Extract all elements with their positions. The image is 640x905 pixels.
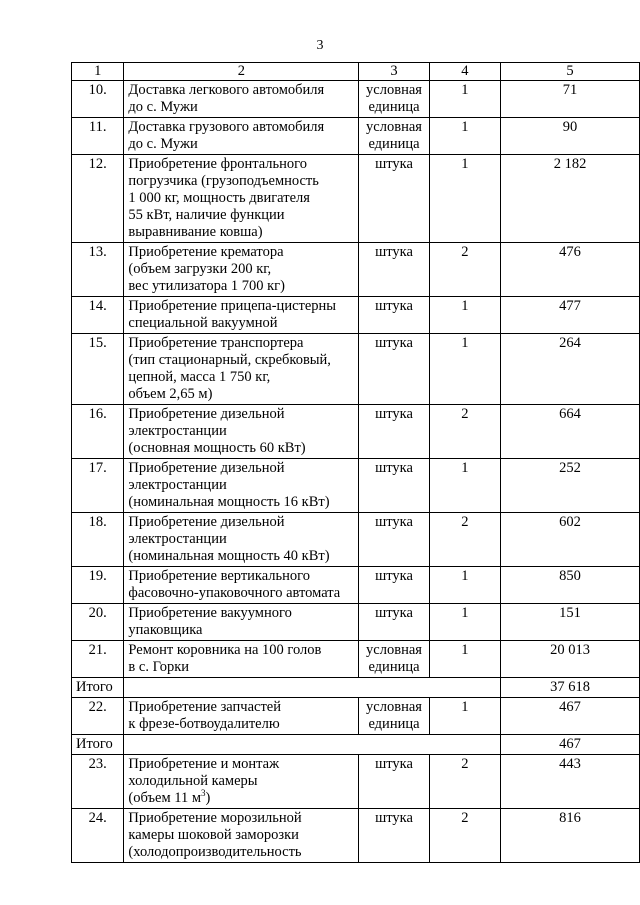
table-row — [72, 243, 640, 297]
description-line: вес утилизатора 1 700 кг) — [128, 278, 285, 294]
row-value: 90 — [501, 118, 640, 155]
row-quantity: 1 — [429, 118, 500, 155]
row-value: 816 — [501, 809, 640, 863]
description-line: объем 2,65 м) — [128, 386, 213, 402]
unit-line: штука — [375, 514, 413, 530]
header-col-4: 4 — [429, 63, 500, 81]
unit-line: штука — [375, 460, 413, 476]
row-number: 17. — [72, 459, 124, 513]
row-description — [124, 604, 359, 641]
description-line: камеры шоковой заморозки — [128, 827, 299, 843]
table-row — [72, 118, 640, 155]
unit-line: штука — [375, 156, 413, 172]
description-line: Приобретение вертикального — [128, 568, 311, 584]
row-description — [124, 297, 359, 334]
row-unit — [359, 405, 430, 459]
table-row — [72, 513, 640, 567]
row-description — [124, 155, 359, 243]
row-description — [124, 459, 359, 513]
description-line: холодильной камеры — [128, 773, 258, 789]
total-value: 467 — [501, 735, 640, 755]
row-number: 14. — [72, 297, 124, 334]
header-col-2: 2 — [124, 63, 359, 81]
description-line: 1 000 кг, мощность двигателя — [128, 190, 310, 206]
row-number: 16. — [72, 405, 124, 459]
row-value: 264 — [501, 334, 640, 405]
row-quantity: 1 — [429, 81, 500, 118]
description-line: до с. Мужи — [128, 99, 198, 115]
row-value: 71 — [501, 81, 640, 118]
row-quantity: 1 — [429, 459, 500, 513]
row-quantity: 1 — [429, 641, 500, 678]
budget-table — [71, 62, 640, 863]
unit-line: условная — [366, 699, 422, 715]
description-line: Приобретение крематора — [128, 244, 284, 260]
row-number: 19. — [72, 567, 124, 604]
total-label: Итого — [72, 735, 124, 755]
unit-line: штука — [375, 568, 413, 584]
unit-line: штука — [375, 605, 413, 621]
total-row — [72, 735, 640, 755]
total-value: 37 618 — [501, 678, 640, 698]
table-header-row — [72, 63, 640, 81]
table-row — [72, 698, 640, 735]
table-row — [72, 809, 640, 863]
row-unit — [359, 567, 430, 604]
row-number: 22. — [72, 698, 124, 735]
row-number: 10. — [72, 81, 124, 118]
description-line: погрузчика (грузоподъемность — [128, 173, 319, 189]
description-line: фасовочно-упаковочного автомата — [128, 585, 341, 601]
description-line: до с. Мужи — [128, 136, 198, 152]
total-spacer — [124, 678, 501, 698]
description-line: Доставка грузового автомобиля — [128, 119, 325, 135]
table-row — [72, 81, 640, 118]
unit-line: единица — [368, 716, 420, 732]
row-value: 151 — [501, 604, 640, 641]
total-spacer — [124, 735, 501, 755]
description-line: (холодопроизводительность — [128, 844, 302, 860]
row-value: 467 — [501, 698, 640, 735]
row-quantity: 1 — [429, 604, 500, 641]
unit-line: условная — [366, 642, 422, 658]
row-unit — [359, 297, 430, 334]
unit-line: условная — [366, 82, 422, 98]
row-quantity: 1 — [429, 334, 500, 405]
row-quantity: 2 — [429, 405, 500, 459]
unit-line: единица — [368, 99, 420, 115]
row-description — [124, 405, 359, 459]
row-quantity: 2 — [429, 243, 500, 297]
unit-line: штука — [375, 756, 413, 772]
description-line: Приобретение и монтаж — [128, 756, 280, 772]
table-row — [72, 155, 640, 243]
table-row — [72, 641, 640, 678]
row-unit — [359, 243, 430, 297]
row-unit — [359, 334, 430, 405]
description-line: специальной вакуумной — [128, 315, 278, 331]
description-line: (основная мощность 60 кВт) — [128, 440, 306, 456]
unit-line: штука — [375, 298, 413, 314]
row-unit — [359, 641, 430, 678]
row-description — [124, 81, 359, 118]
header-col-3: 3 — [359, 63, 430, 81]
description-line: (номинальная мощность 40 кВт) — [128, 548, 330, 564]
total-label: Итого — [72, 678, 124, 698]
description-line: Приобретение фронтального — [128, 156, 307, 172]
row-description — [124, 513, 359, 567]
row-description — [124, 809, 359, 863]
table-row — [72, 297, 640, 334]
row-unit — [359, 698, 430, 735]
description-line: Приобретение дизельной — [128, 460, 285, 476]
table-row — [72, 567, 640, 604]
unit-line: штука — [375, 335, 413, 351]
description-line: (номинальная мощность 16 кВт) — [128, 494, 330, 510]
description-line: 55 кВт, наличие функции — [128, 207, 285, 223]
description-line: (объем загрузки 200 кг, — [128, 261, 272, 277]
row-unit — [359, 809, 430, 863]
total-row — [72, 678, 640, 698]
table-row — [72, 604, 640, 641]
row-quantity: 1 — [429, 698, 500, 735]
row-description — [124, 755, 359, 809]
row-unit — [359, 604, 430, 641]
table-row — [72, 459, 640, 513]
row-unit — [359, 155, 430, 243]
row-number: 24. — [72, 809, 124, 863]
description-line: Приобретение прицепа-цистерны — [128, 298, 337, 314]
row-unit — [359, 459, 430, 513]
row-unit — [359, 755, 430, 809]
row-description — [124, 118, 359, 155]
description-line: электростанции — [128, 423, 227, 439]
row-quantity: 2 — [429, 755, 500, 809]
row-number: 23. — [72, 755, 124, 809]
description-line: (тип стационарный, скребковый, — [128, 352, 331, 368]
row-quantity: 1 — [429, 155, 500, 243]
table-row — [72, 405, 640, 459]
row-number: 20. — [72, 604, 124, 641]
description-line: Приобретение запчастей — [128, 699, 281, 715]
unit-line: штука — [375, 810, 413, 826]
row-value: 2 182 — [501, 155, 640, 243]
row-description — [124, 567, 359, 604]
row-quantity: 1 — [429, 297, 500, 334]
row-value: 20 013 — [501, 641, 640, 678]
description-line: упаковщика — [128, 622, 203, 638]
row-unit — [359, 513, 430, 567]
row-value: 477 — [501, 297, 640, 334]
row-value: 252 — [501, 459, 640, 513]
row-value: 850 — [501, 567, 640, 604]
volume-line: (объем 11 $м^3$) — [128, 788, 211, 806]
row-number: 13. — [72, 243, 124, 297]
description-line: выравнивание ковша) — [128, 224, 263, 240]
row-quantity: 1 — [429, 567, 500, 604]
description-line: Доставка легкового автомобиля — [128, 82, 325, 98]
description-line: к фрезе-ботвоудалителю — [128, 716, 280, 732]
row-number: 18. — [72, 513, 124, 567]
description-line: Приобретение транспортера — [128, 335, 304, 351]
unit-line: условная — [366, 119, 422, 135]
superscript: 3 — [201, 788, 206, 799]
header-col-5: 5 — [501, 63, 640, 81]
description-line: цепной, масса 1 750 кг, — [128, 369, 271, 385]
row-number: 12. — [72, 155, 124, 243]
row-value: 602 — [501, 513, 640, 567]
row-description — [124, 243, 359, 297]
row-value: 476 — [501, 243, 640, 297]
row-unit — [359, 81, 430, 118]
unit-line: штука — [375, 406, 413, 422]
row-quantity: 2 — [429, 809, 500, 863]
page-number: 3 — [316, 38, 324, 53]
row-description — [124, 334, 359, 405]
row-quantity: 2 — [429, 513, 500, 567]
unit-line: единица — [368, 659, 420, 675]
row-description — [124, 698, 359, 735]
description-line: Приобретение морозильной — [128, 810, 302, 826]
description-line: в с. Горки — [128, 659, 189, 675]
unit-line: единица — [368, 136, 420, 152]
description-line: электростанции — [128, 477, 227, 493]
description-line: Ремонт коровника на 100 голов — [128, 642, 322, 658]
unit-line: штука — [375, 244, 413, 260]
table-row — [72, 755, 640, 809]
row-number: 11. — [72, 118, 124, 155]
row-description — [124, 641, 359, 678]
row-number: 15. — [72, 334, 124, 405]
row-unit — [359, 118, 430, 155]
row-value: 443 — [501, 755, 640, 809]
table-row — [72, 334, 640, 405]
row-value: 664 — [501, 405, 640, 459]
description-line: электростанции — [128, 531, 227, 547]
description-line: Приобретение дизельной — [128, 406, 285, 422]
header-col-1: 1 — [72, 63, 124, 81]
description-line: Приобретение вакуумного — [128, 605, 292, 621]
description-line: Приобретение дизельной — [128, 514, 285, 530]
row-number: 21. — [72, 641, 124, 678]
